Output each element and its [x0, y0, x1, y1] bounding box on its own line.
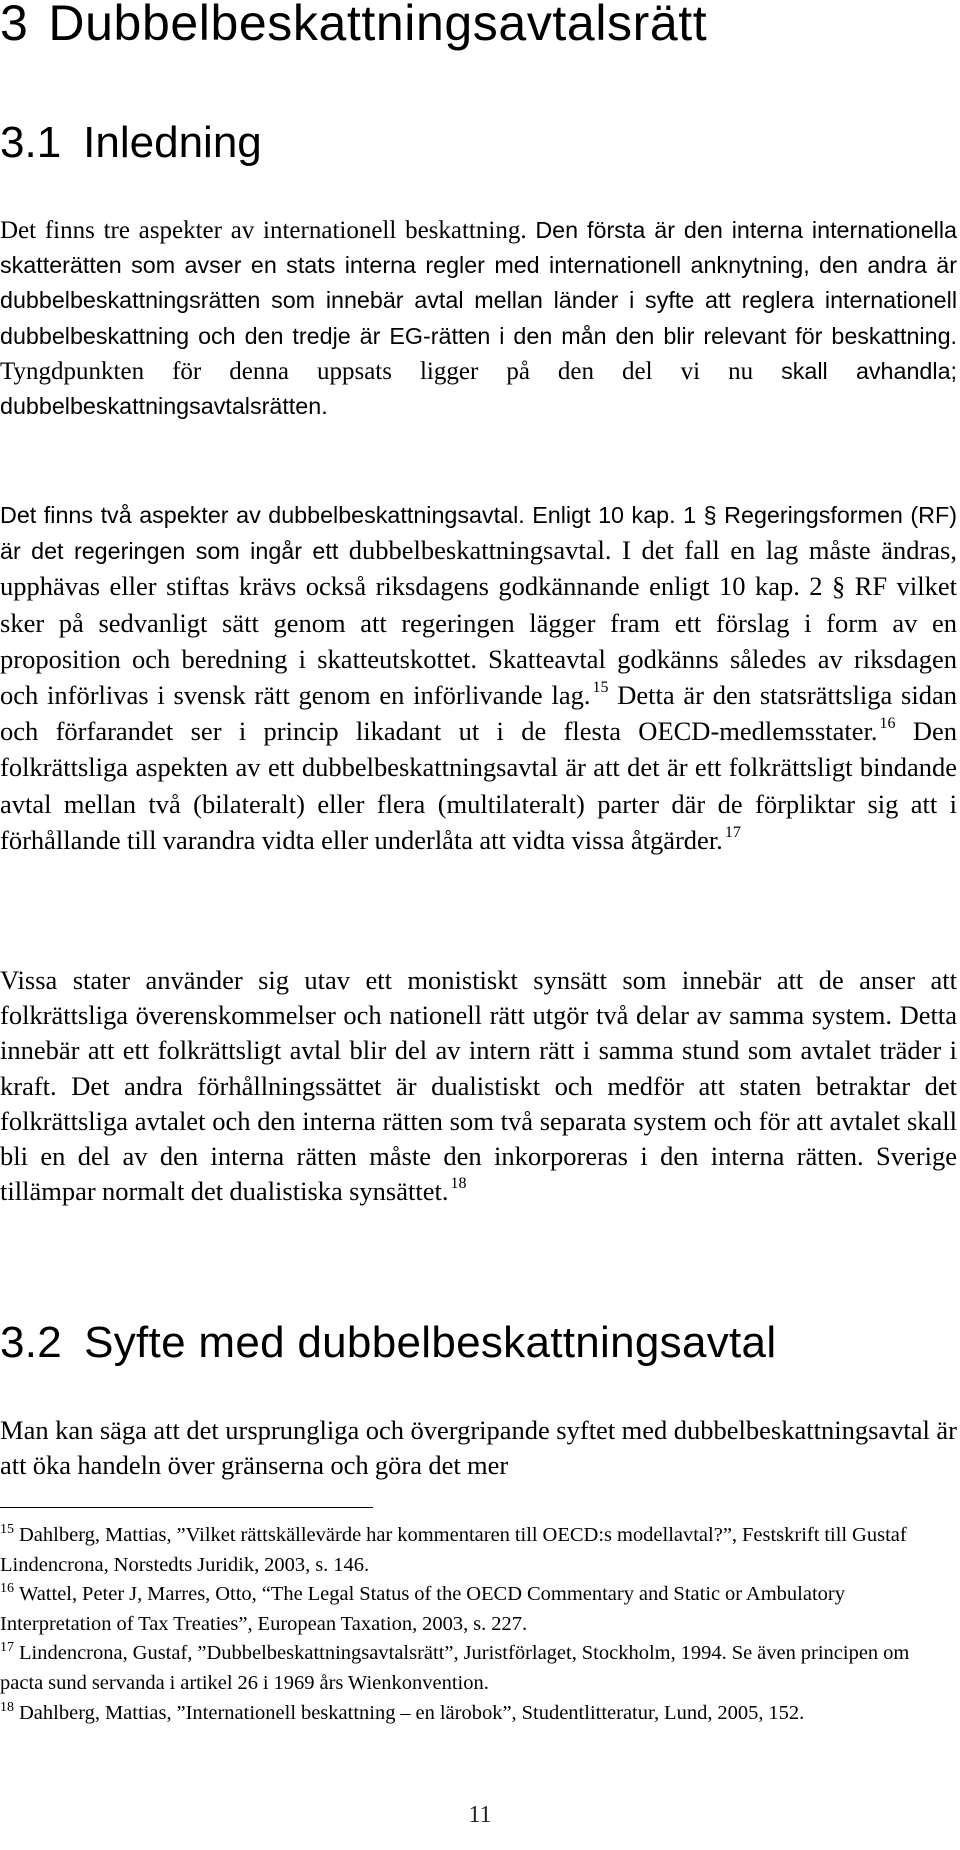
footnote-text: Dahlberg, Mattias, ”Internationell beskattning – en lärobok”, Studentlitteratur, Lund, 2005, 152.	[19, 1701, 805, 1724]
text-segment: Detta är den statsrättsliga sidan och förfarandet ser i princip likadant ut i de flesta OECD-medlemsstater.	[0, 680, 957, 747]
section-number: 3.1	[0, 118, 62, 167]
section-heading-3-2	[0, 1318, 776, 1368]
text-segment: Det finns tre aspekter av internationell beskattning.	[0, 217, 536, 244]
chapter-heading	[0, 0, 707, 52]
footnotes	[0, 1521, 957, 1728]
chapter-number: 3	[0, 0, 29, 51]
section-heading-3-1	[0, 118, 262, 168]
footnote	[0, 1580, 957, 1639]
text-segment: Den folkrättsliga aspekten av ett dubbelbeskattningsavtal är att det är ett folkrättsligt bindande avtal mellan två (bilateralt) eller flera (multilateralt) parter där de förpliktar sig att i förhållande till varandra vidta eller underlåta att vidta vissa åtgärder.	[0, 716, 957, 855]
footnote-number: 18	[0, 1699, 14, 1715]
footnote-text: Wattel, Peter J, Marres, Otto, “The Legal Status of the OECD Commentary and Static or Ambulatory Interpretation of Tax Treaties”, European Taxation, 2003, s. 227.	[0, 1583, 845, 1635]
footnote-reference: 18	[450, 1175, 467, 1193]
section-title: Inledning	[83, 118, 262, 167]
paragraph	[0, 213, 957, 424]
footnote-reference: 16	[879, 715, 896, 733]
footnote	[0, 1521, 957, 1580]
text-segment: Den första är den interna internationella skatterätten som avser en stats interna regler med internationell anknytning, den andra är dubbelbeskattningsrätten som innebär avtal mellan länder i syfte att reglera internationell dubbelbeskattning och den tredje är EG-rätten i den mån den blir relevant för beskattning.	[0, 217, 957, 349]
text-segment: Man kan säga att det ursprungliga och övergripande syftet med dubbelbeskattningsavtal är att öka handeln över gränserna och göra det mer	[0, 1415, 957, 1481]
footnote	[0, 1639, 957, 1698]
footnote	[0, 1699, 957, 1729]
chapter-title: Dubbelbeskattningsavtalsrätt	[48, 0, 708, 51]
footnote-reference: 15	[592, 679, 609, 697]
footnote-number: 16	[0, 1581, 14, 1597]
text-segment: Det finns två aspekter av dubbelbeskattningsavtal. Enligt 10 kap. 1 § Regeringsformen (RF) är det regeringen som ingår ett	[0, 502, 957, 565]
paragraph	[0, 498, 957, 859]
section-number: 3.2	[0, 1318, 63, 1367]
footnote-number: 17	[0, 1640, 14, 1656]
footnote-text: Lindencrona, Gustaf, ”Dubbelbeskattningsavtalsrätt”, Juristförlaget, Stockholm, 1994. Se även principen om pacta sund servanda i artikel 26 i 1969 års Wienkonvention.	[0, 1642, 910, 1694]
section-title: Syfte med dubbelbeskattningsavtal	[84, 1318, 777, 1367]
footnote-reference: 17	[724, 823, 741, 841]
page-number: 11	[468, 1802, 492, 1828]
footnote-text: Dahlberg, Mattias, ”Vilket rättskällevärde har kommentaren till OECD:s modellavtal?”, Festskrift till Gustaf Lindencrona, Norstedts Juridik, 2003, s. 146.	[0, 1524, 907, 1576]
footnote-separator	[0, 1507, 373, 1508]
text-segment: dubbelbeskattningsavtal. I det fall en lag måste ändras, upphävas eller stiftas krävs också riksdagens godkännande enligt 10 kap. 2 § RF vilket sker på sedvanligt sätt genom att regeringen lägger fram ett förslag i form av en proposition och beredning i skatteutskottet. Skatteavtal godkänns således av riksdagen och införlivas i svensk rätt genom en införlivande lag.	[0, 535, 957, 711]
text-segment: skall avhandla; dubbelbeskattningsavtalsrätten.	[0, 357, 957, 420]
footnote-number: 15	[0, 1522, 14, 1537]
paragraph	[0, 963, 957, 1209]
text-segment: Tyngdpunkten för denna uppsats ligger på den del vi nu	[0, 357, 782, 385]
paragraph	[0, 1413, 957, 1483]
text-segment: Vissa stater använder sig utav ett monistiskt synsätt som innebär att de anser att folkrättsliga överenskommelser och nationell rätt utgör två delar av samma system. Detta innebär att ett folkrättsligt avtal blir del av intern rätt i samma stund som avtalet träder i kraft. Det andra förhållningssättet är dualistiskt och medför att staten betraktar det folkrättsliga avtalet och den interna rätten som två separata system och för att avtalet skall bli en del av den interna rätten måste den inkorporeras i den interna rätten. Sverige tillämpar normalt det dualistiska synsättet.	[0, 965, 957, 1207]
